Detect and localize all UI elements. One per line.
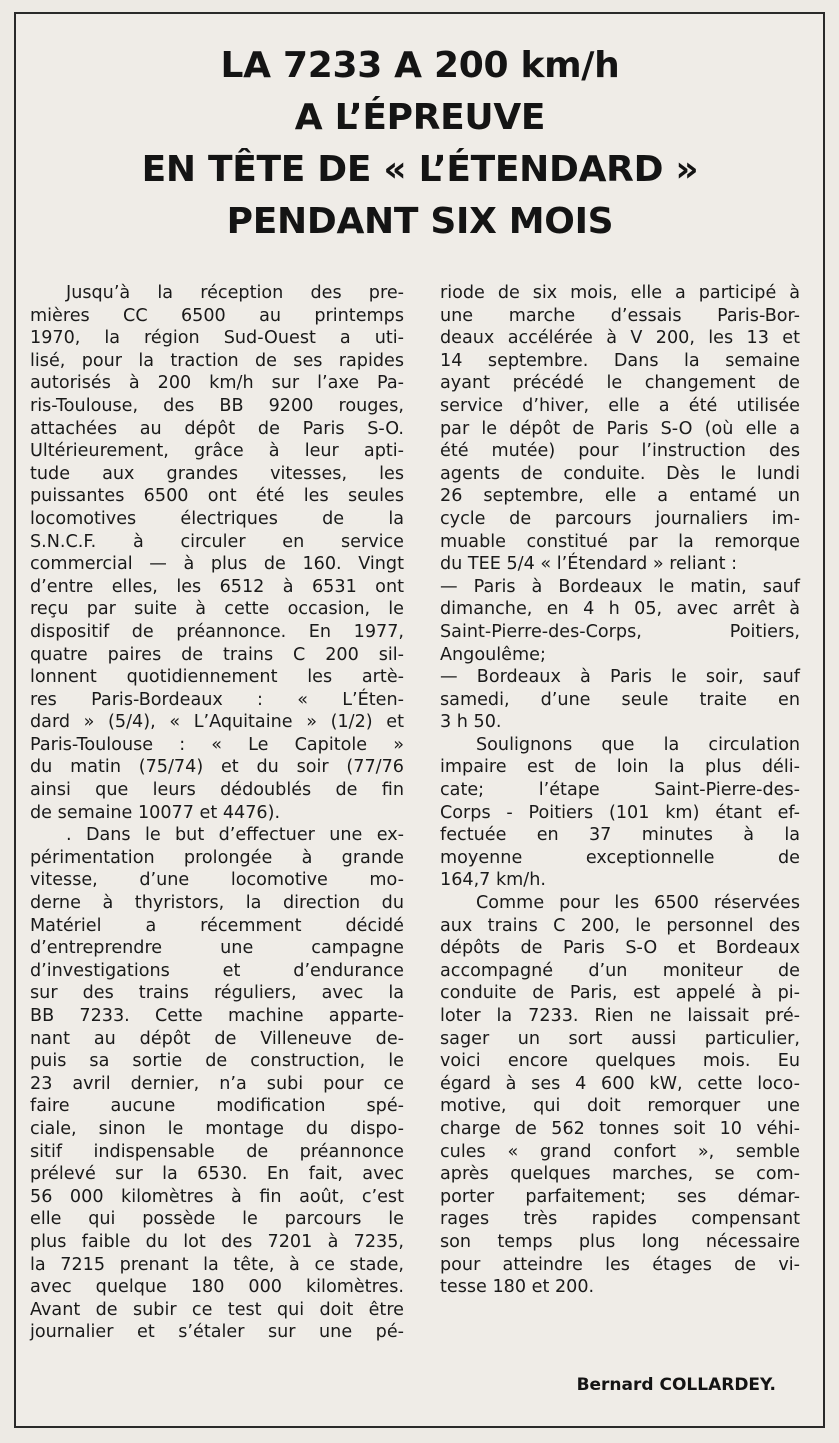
text-line: 26 septembre, elle a entamé un xyxy=(440,486,800,507)
text-line: Paris-Toulouse : « Le Capitole » xyxy=(30,734,404,755)
title-line: EN TÊTE DE « L’ÉTENDARD » xyxy=(141,149,699,190)
text-line: accompagné d’un moniteur de xyxy=(440,960,800,981)
text-line: S.N.C.F. à circuler en service xyxy=(30,531,404,552)
text-line: elle qui possède le parcours le xyxy=(30,1209,404,1230)
text-line: d’entre elles, les 6512 à 6531 ont xyxy=(30,576,404,597)
right-column xyxy=(440,282,800,1299)
text-line: 3 h 50. xyxy=(440,712,502,733)
text-line: lonnent quotidiennement les artè- xyxy=(30,667,404,688)
text-line: plus faible du lot des 7201 à 7235, xyxy=(30,1231,404,1252)
text-line: 1970, la région Sud-Ouest a uti- xyxy=(30,328,404,349)
text-line: ainsi que leurs dédoublés de fin xyxy=(30,780,404,801)
text-line: res Paris-Bordeaux : « L’Éten- xyxy=(30,689,404,710)
text-line: sur des trains réguliers, avec la xyxy=(30,983,404,1004)
text-line: service d’hiver, elle a été utilisée xyxy=(440,395,800,416)
author-signature: Bernard COLLARDEY. xyxy=(576,1375,776,1395)
text-line: Angoulême; xyxy=(440,644,546,665)
text-line: lisé, pour la traction de ses rapides xyxy=(30,350,404,371)
text-line: aux trains C 200, le personnel des xyxy=(440,915,800,936)
text-line: derne à thyristors, la direction du xyxy=(30,893,404,914)
text-line: été mutée) pour l’instruction des xyxy=(440,441,800,462)
text-line: impaire est de loin la plus déli- xyxy=(440,757,800,778)
text-line: conduite de Paris, est appelé à pi- xyxy=(440,983,800,1004)
text-line: cules « grand confort », semble xyxy=(440,1141,800,1162)
text-line: pour atteindre les étages de vi- xyxy=(440,1254,800,1275)
text-line: riode de six mois, elle a participé à xyxy=(440,283,800,303)
text-line: moyenne exceptionnelle de xyxy=(440,847,800,868)
text-line: la 7215 prenant la tête, à ce stade, xyxy=(30,1254,404,1275)
text-line: puissantes 6500 ont été les seules xyxy=(30,486,404,507)
text-line: reçu par suite à cette occasion, le xyxy=(30,599,404,620)
text-line: puis sa sortie de construction, le xyxy=(30,1051,404,1072)
text-line: dépôts de Paris S-O et Bordeaux xyxy=(440,938,800,959)
text-line: autorisés à 200 km/h sur l’axe Pa- xyxy=(30,373,404,394)
text-line: motive, qui doit remorquer une xyxy=(440,1096,800,1117)
text-line: . Dans le but d’effectuer une ex- xyxy=(66,825,404,846)
text-line: samedi, d’une seule traite en xyxy=(440,689,800,710)
text-line: tesse 180 et 200. xyxy=(440,1277,595,1298)
text-line: dard » (5/4), « L’Aquitaine » (1/2) et xyxy=(30,712,404,733)
text-line: dispositif de préannonce. En 1977, xyxy=(30,621,404,642)
text-line: 164,7 km/h. xyxy=(440,870,546,891)
text-line: tude aux grandes vitesses, les xyxy=(30,463,404,484)
title-line: A L’ÉPREUVE xyxy=(294,97,546,138)
text-line: Saint-Pierre-des-Corps, Poitiers, xyxy=(440,621,800,642)
text-line: cate; l’étape Saint-Pierre-des- xyxy=(440,780,800,801)
text-line: de semaine 10077 et 4476). xyxy=(30,802,281,823)
title-line: LA 7233 A 200 km/h xyxy=(220,45,620,86)
text-line: faire aucune modification spé- xyxy=(30,1096,404,1117)
text-line: — Paris à Bordeaux le matin, sauf xyxy=(440,576,800,597)
left-column xyxy=(30,282,404,1344)
text-line: fectuée en 37 minutes à la xyxy=(440,825,800,846)
text-line: — Bordeaux à Paris le soir, sauf xyxy=(440,667,800,688)
text-line: Matériel a récemment décidé xyxy=(30,915,404,936)
text-line: Soulignons que la circulation xyxy=(476,734,800,755)
text-line: charge de 562 tonnes soit 10 véhi- xyxy=(440,1118,800,1139)
text-line: agents de conduite. Dès le lundi xyxy=(440,463,800,484)
text-line: rages très rapides compensant xyxy=(440,1209,800,1230)
text-line: Corps - Poitiers (101 km) étant ef- xyxy=(440,802,800,823)
text-line: BB 7233. Cette machine apparte- xyxy=(30,1006,404,1026)
text-line: cycle de parcours journaliers im- xyxy=(440,508,800,529)
text-line: mières CC 6500 au printemps xyxy=(30,305,404,326)
article-title xyxy=(40,40,800,248)
text-line: d’entreprendre une campagne xyxy=(30,938,404,959)
text-line: son temps plus long nécessaire xyxy=(440,1231,800,1252)
text-line: nant au dépôt de Villeneuve de- xyxy=(30,1028,404,1049)
text-line: Avant de subir ce test qui doit être xyxy=(30,1299,404,1320)
text-line: journalier et s’étaler sur une pé- xyxy=(30,1322,404,1343)
text-line: voici encore quelques mois. Eu xyxy=(440,1051,800,1072)
text-line: quatre paires de trains C 200 sil- xyxy=(30,644,404,665)
text-line: prélevé sur la 6530. En fait, avec xyxy=(30,1164,404,1185)
text-line: locomotives électriques de la xyxy=(30,508,404,529)
text-line: deaux accélérée à V 200, les 13 et xyxy=(440,328,800,349)
text-line: d’investigations et d’endurance xyxy=(30,960,404,981)
text-line: égard à ses 4 600 kW, cette loco- xyxy=(440,1073,800,1094)
text-line: après quelques marches, se com- xyxy=(440,1164,800,1185)
title-line: PENDANT SIX MOIS xyxy=(226,201,614,242)
text-line: vitesse, d’une locomotive mo- xyxy=(30,870,404,891)
text-line: attachées au dépôt de Paris S-O. xyxy=(30,418,404,439)
text-line: muable constitué par la remorque xyxy=(440,531,800,552)
text-line: 14 septembre. Dans la semaine xyxy=(440,350,800,371)
text-line: Jusqu’à la réception des pre- xyxy=(66,283,404,303)
text-line: Comme pour les 6500 réservées xyxy=(476,893,800,914)
text-line: ayant précédé le changement de xyxy=(440,373,800,394)
text-line: 23 avril dernier, n’a subi pour ce xyxy=(30,1073,404,1094)
text-line: avec quelque 180 000 kilomètres. xyxy=(30,1277,404,1298)
text-line: loter la 7233. Rien ne laissait pré- xyxy=(440,1006,800,1026)
text-line: du matin (75/74) et du soir (77/76 xyxy=(30,757,404,778)
text-line: par le dépôt de Paris S-O (où elle a xyxy=(440,418,800,439)
text-line: sager un sort aussi particulier, xyxy=(440,1028,800,1049)
text-line: commercial — à plus de 160. Vingt xyxy=(30,554,404,575)
text-line: du TEE 5/4 « l’Étendard » reliant : xyxy=(440,554,738,575)
text-line: Ultérieurement, grâce à leur apti- xyxy=(30,441,404,462)
text-line: périmentation prolongée à grande xyxy=(30,847,404,868)
text-line: ciale, sinon le montage du dispo- xyxy=(30,1118,404,1139)
text-line: une marche d’essais Paris-Bor- xyxy=(440,305,800,326)
text-line: porter parfaitement; ses démar- xyxy=(440,1186,800,1207)
text-line: dimanche, en 4 h 05, avec arrêt à xyxy=(440,599,800,620)
text-line: sitif indispensable de préannonce xyxy=(30,1141,404,1162)
text-line: ris-Toulouse, des BB 9200 rouges, xyxy=(30,395,404,416)
text-line: 56 000 kilomètres à fin août, c’est xyxy=(30,1186,404,1207)
